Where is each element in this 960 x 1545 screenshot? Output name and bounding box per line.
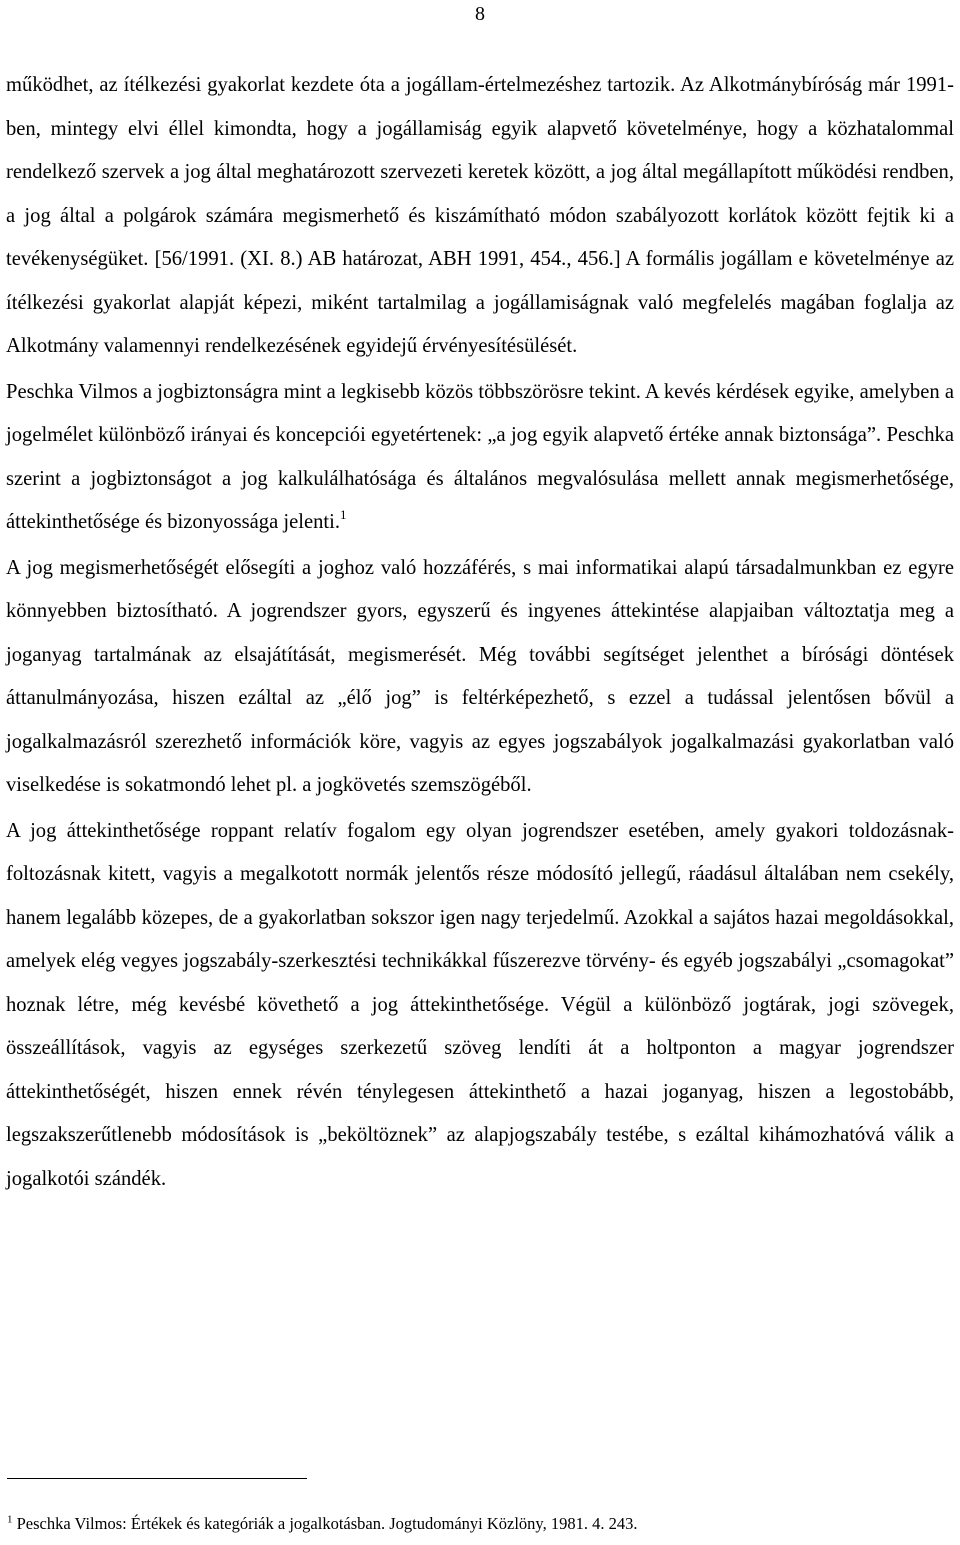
page-number: 8 — [475, 3, 485, 25]
paragraph-4: A jog áttekinthetősége roppant relatív fogalom egy olyan jogrendszer esetében, amely gyakori toldozásnak-foltozásnak kitett, vagyis a megalkotott normák jelentős része módosító jellegű, ráadásul általában nem csekély, hanem legalább közepes, de a gyakorlatban sokszor igen nagy terjedelmű. Azokkal a sajátos hazai megoldásokkal, amelyek elég vegyes jogszabály-szerkesztési technikákkal fűszerezve törvény- és egyéb jogszabályi „csomagokat” hoznak létre, még kevésbé követhető a jog áttekinthetősége. Végül a különböző jogtárak, jogi szövegek, összeállítások, vagyis az egységes szerkezetű szöveg lendíti át a holtponton a magyar jogrendszer áttekinthetőségét, hiszen ennek révén ténylegesen áttekinthető a hazai joganyag, hiszen a legostobább, legszakszerűtlenebb módosítások is „beköltöznek” az alapjogszabály testébe, s ezáltal kihámozhatóvá válik a jogalkotói szándék. — [6, 819, 954, 1190]
footnote-text: Peschka Vilmos: Értékek és kategóriák a jogalkotásban. Jogtudományi Közlöny, 1981. 4. 243. — [12, 1514, 638, 1533]
footnote-reference[interactable]: 1 — [339, 507, 347, 523]
body-text — [6, 64, 954, 1201]
paragraph-3: A jog megismerhetőségét elősegíti a joghoz való hozzáférés, s mai informatikai alapú társadalmunkban ez egyre könnyebben biztosítható. A jogrendszer gyors, egyszerű és ingyenes áttekintése alapjaiban változtatja meg a joganyag tartalmának az elsajátítását, megismerését. Még további segítséget jelenthet a bírósági döntések áttanulmányozása, hiszen ezáltal az „élő jog” is feltérképezhető, s ezzel a tudással jelentősen bővül a jogalkalmazásról szerezhető információk köre, vagyis az egyes jogszabályok jogalkalmazási gyakorlatban való viselkedése is sokatmondó lehet pl. a jogkövetés szemszögéből. — [6, 556, 954, 796]
paragraph-2 — [6, 371, 954, 545]
footnote-separator — [7, 1478, 307, 1479]
paragraph-2-text: Peschka Vilmos a jogbiztonságra mint a legkisebb közös többszörösre tekint. A kevés kérdések egyike, amelyben a jogelmélet különböző irányai és koncepciói egyetértenek: „a jog egyik alapvető értéke annak biztonsága”. Peschka szerint a jogbiztonságot a jog kalkulálhatósága és általános megvalósulása mellett annak megismerhetősége, áttekinthetősége és bizonyossága jelenti. — [6, 380, 954, 533]
footnote-marker: 1 — [7, 1513, 13, 1526]
paragraph-1: működhet, az ítélkezési gyakorlat kezdete óta a jogállam-értelmezéshez tartozik. Az Alkotmánybíróság már 1991-ben, mintegy elvi éllel kimondta, hogy a jogállamiság egyik alapvető követelménye, hogy a közhatalommal rendelkező szervek a jog által meghatározott szervezeti keretek között, a jog által megállapított működési rendben, a jog által a polgárok számára megismerhető és kiszámítható módon szabályozott korlátok között fejtik ki a tevékenységüket. [56/1991. (XI. 8.) AB határozat, ABH 1991, 454., 456.] A formális jogállam e követelménye az ítélkezési gyakorlat alapját képezi, miként tartalmilag a jogállamiságnak való megfelelés magában foglalja az Alkotmány valamennyi rendelkezésének egyidejű érvényesítésülését. — [6, 74, 954, 357]
footnote — [7, 1514, 947, 1534]
